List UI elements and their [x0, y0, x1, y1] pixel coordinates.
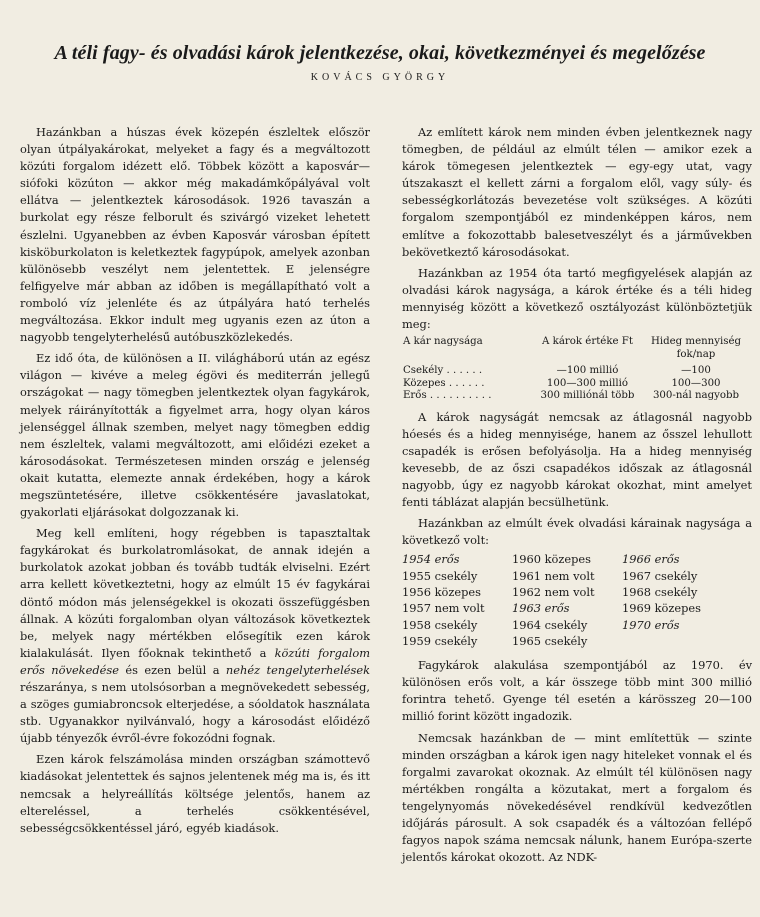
left-column: [20, 124, 370, 837]
paragraph: Ez idő óta, de különösen a II. világháború után az egész világon — kivéve a meleg égövi és mediterrán jellegű országokat — nagy tömegben jelentkeztek olyan fagykárok, melyek ráirányították a figyelmet arra, hogy olyan káros jelenséggel állnak szemben, melyet nagy tömegben eddig nem észleltek, valami megváltozott, ami előidézi ezeket a károsodásokat. Természetesen minden ország e jelenség okait kutatta, elemezte annak érdekében, hogy a károk megszüntetésére, illetve csökkentésére javaslatokat, gyakorlati eljárásokat dolgozzanak ki.: [20, 351, 370, 520]
right-column: [402, 124, 752, 866]
table-row: [402, 600, 732, 616]
year-cell: 1964 csekély: [512, 617, 588, 632]
column-header: A kár nagysága: [403, 336, 483, 348]
table-cell: 100—300: [671, 377, 721, 389]
table-cell: —100 millió: [556, 365, 619, 377]
year-cell: 1961 nem volt: [512, 568, 595, 583]
table-row: [402, 633, 732, 649]
year-cell: 1958 csekély: [402, 617, 478, 632]
paragraph: [20, 525, 370, 747]
table-row: [402, 390, 752, 403]
table-cell: 100—300 millió: [546, 377, 629, 389]
year-cell: 1969 közepes: [622, 601, 701, 616]
year-cell: 1954 erős: [402, 552, 460, 567]
table-cell: Csekély . . . . . .: [403, 365, 483, 377]
paragraph: Ezen károk felszámolása minden országban számottevő kiadásokat jelentettek és sajnos jelentenek még ma is, és itt nemcsak a helyreállítás költsége jelentős, hanem az eltereléssel, a terhelés csökkentésével, sebességcsökkentéssel járó, egyéb kiadások.: [20, 752, 370, 835]
table-cell: 300-nál nagyobb: [652, 390, 740, 402]
year-cell: [622, 633, 732, 649]
table-row: [402, 551, 732, 567]
year-cell: 1968 csekély: [622, 584, 698, 599]
table-row: [402, 617, 732, 633]
article-title: A téli fagy- és olvadási károk jelentkezése, okai, következményei és megelőzése: [54, 42, 706, 64]
column-header: Hideg mennyiség fok/nap: [650, 336, 742, 360]
year-cell: 1959 csekély: [402, 633, 478, 648]
table-cell: Közepes . . . . . .: [403, 377, 485, 389]
year-cell: 1963 erős: [512, 601, 570, 616]
text-run: részaránya, s nem utolsósorban a megnövekedett sebesség, a szöges gumiabroncsok elterjedése, a sóoldatok használata stb. Ugyanakkor nyilvánvaló, hogy a károsodást előidéző újabb tényezők évről-évre fokozódni fognak.: [20, 680, 370, 746]
year-cell: 1967 csekély: [622, 568, 698, 583]
year-cell: 1965 csekély: [512, 633, 588, 648]
paragraph: Nemcsak hazánkban de — mint említettük — szinte minden országban a károk igen nagy hiteleket vonnak el és forgalmi zavarokat okoznak. Az elmúlt tél különösen nagy mértékben rongálta a közutakat, mert a forgalom és tengelynyomás növekedésével rendkívül kedvezőtlen időjárás párosult. A sok csapadék és a változóan fellépő fagyos napok száma nemcsak nálunk, hanem Európa-szerte jelentős károkat okozott. Az NDK-: [402, 730, 752, 865]
year-cell: 1956 közepes: [402, 584, 481, 599]
table-row: [402, 378, 752, 391]
emphasis-traffic-growth: közúti forgalom erős növekedése: [20, 645, 370, 677]
article-author: KOVÁCS GYÖRGY: [310, 72, 450, 83]
text-run: Meg kell említeni, hogy régebben is tapasztaltak fagykárokat és burkolatromlásokat, de annak idején a burkolatok azokat jobban és tovább tudták elviselni. Ezért arra kellett következtetni, hogy az elmúlt 15 év fagykárai döntő módon más jelenségekkel is okozati összefüggésben állnak. A közúti forgalomban olyan változások következtek be, melyek nagy mértékben elősegítik ezen károk kialakulását. Ilyen főoknak tekinthető a: [20, 526, 370, 660]
table-row: [402, 568, 732, 584]
table-cell: —100: [681, 365, 711, 377]
year-cell: 1966 erős: [622, 552, 680, 567]
table-row: [402, 365, 752, 378]
table-row: [402, 584, 732, 600]
paragraph: Az említett károk nem minden évben jelentkeznek nagy tömegben, de például az elmúlt télen — amikor ezek a károk tömegesen jelentkeztek — egy-egy utat, vagy útszakaszt el kellett zárni a forgalom elől, vagy súly- és sebességkorlátozás bevezetése volt szükséges. A közúti forgalom szempontjából ez mindenképpen káros, nem említve a fokozottabb balesetveszélyt és a járművekben bekövetkeztő károsodásokat.: [402, 125, 752, 259]
table-cell: Erős . . . . . . . . . .: [403, 390, 492, 402]
paragraph: Hazánkban az elmúlt évek olvadási kárainak nagysága a következő volt:: [402, 516, 752, 548]
damage-classification-table: [402, 336, 752, 403]
table-cell: 300 milliónál több: [540, 390, 635, 402]
paragraph: Hazánkban az 1954 óta tartó megfigyelések alapján az olvadási károk nagysága, a károk értéke és a téli hideg mennyiség között a következő osztályozást különböztetjük meg:: [402, 265, 752, 332]
year-cell: 1962 nem volt: [512, 584, 595, 599]
year-cell: 1970 erős: [622, 617, 680, 632]
column-header: A károk értéke Ft: [542, 336, 633, 348]
yearly-damage-table: [402, 551, 732, 649]
paragraph: Hazánkban a húszas évek közepén észleltek először olyan útpályakárokat, melyeket a fagy és a megváltozott közúti forgalom idézett elő. Többek között a kaposvár—siófoki közúton — akkor még makadámkőpályával volt ellátva — jelentkeztek károsodások. 1926 tavaszán a burkolat egy része felborult és szivárgó vizeket lehetett észlelni. Ugyanebben az évben Kaposvár városban épített kisköburkolaton is keletkeztek fagypúpok, amelyek azonban különösebb veszélyt nem jelentettek. E jelenségre felfigyelve már abban az időben is megállapítható volt a romboló víz jelenléte és az útpályára ható terhelés megváltozása. Ekkor indult meg ugyanis ezen az úton a nagyobb tengelyterhelésű autóbuszközlekedés.: [20, 125, 370, 345]
table-header-row: [402, 336, 752, 365]
emphasis-heavy-axle-loads: nehéz tengelyterhelések: [225, 662, 370, 677]
paragraph: Fagykárok alakulása szempontjából az 1970. év különösen erős volt, a kár összege több mint 300 millió forintra tehető. Gyenge tél esetén a kárösszeg 20—100 millió forint között ingadozik.: [402, 658, 752, 724]
text-run: és ezen belül a: [118, 662, 226, 677]
paragraph: A károk nagyságát nemcsak az átlagosnál nagyobb hóesés és a hideg mennyisége, hanem az ősszel lehullott csapadék is erősen befolyásolja. Ha a hideg mennyiség kevesebb, de az őszi csapadékos időszak az átlagosnál nagyobb, úgy ez nagyobb károkat okozhat, mint amelyet fenti táblázat alapján becsülhetünk.: [402, 409, 752, 510]
year-cell: 1957 nem volt: [402, 601, 485, 616]
year-cell: 1960 közepes: [512, 552, 591, 567]
year-cell: 1955 csekély: [402, 568, 478, 583]
